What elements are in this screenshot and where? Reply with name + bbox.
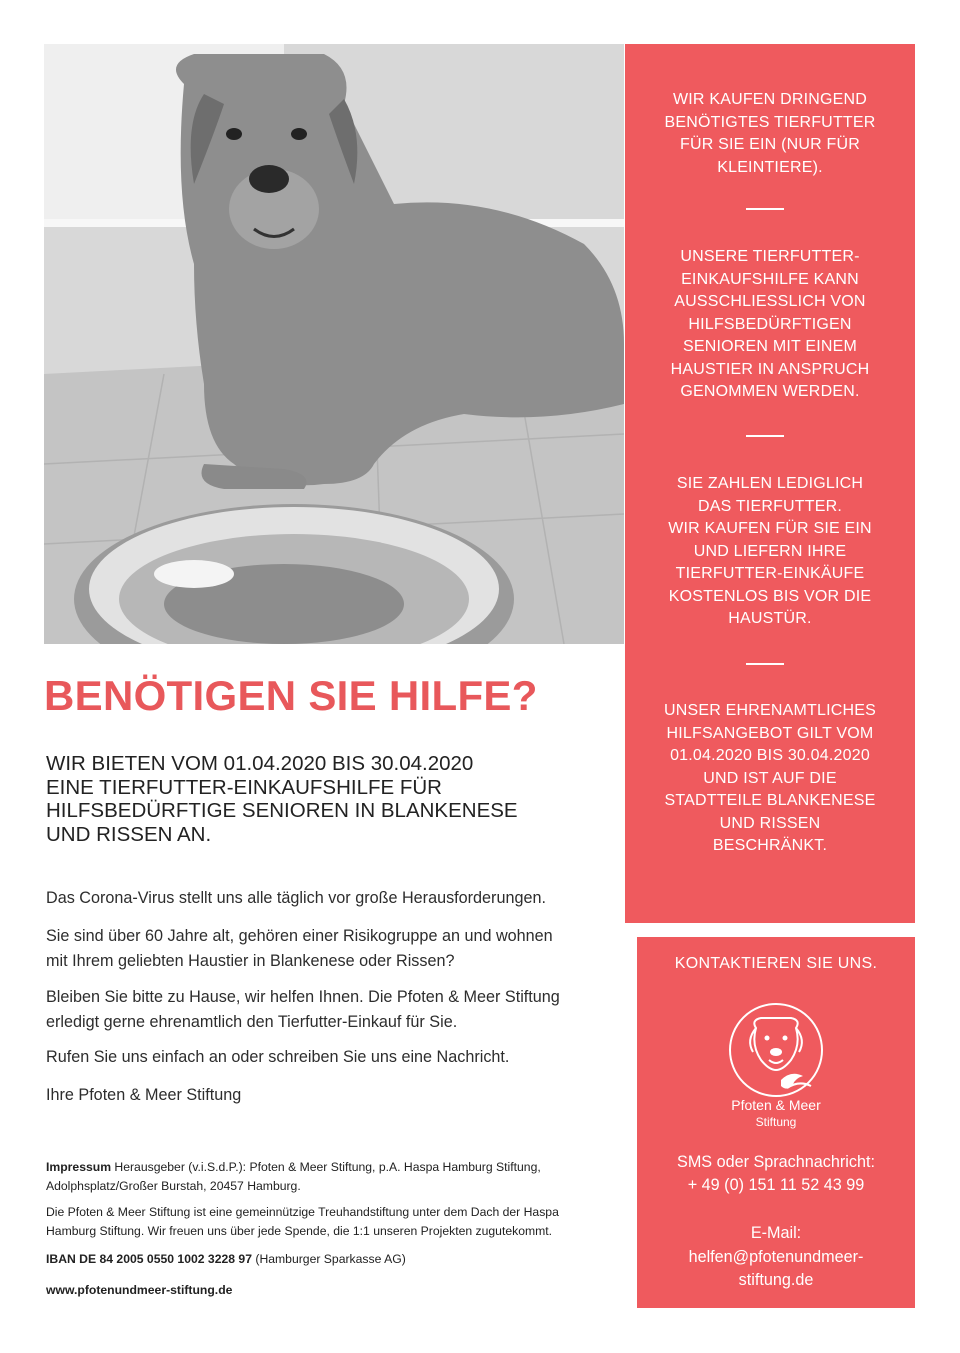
subheadline-line: EINE TIERFUTTER-EINKAUFSHILFE FÜR [46, 775, 442, 799]
info-block-4 [625, 700, 915, 858]
info-line: STADTTEILE BLANKENESE [664, 792, 876, 809]
info-line: TIERFUTTER-EINKÄUFE [675, 565, 865, 582]
paragraph [46, 924, 626, 974]
info-line: FÜR SIE EIN (NUR FÜR [680, 136, 860, 153]
info-line: SENIOREN MIT EINEM [683, 338, 857, 355]
impressum-text: Die Pfoten & Meer Stiftung ist eine gemeinnützige Treuhandstiftung unter dem Dach der Haspa [46, 1205, 559, 1219]
page-title: BENÖTIGEN SIE HILFE? [44, 672, 538, 719]
info-line: WIR KAUFEN FÜR SIE EIN [668, 520, 872, 537]
paragraph-line: erledigt gerne ehrenamtlich den Tierfutter-Einkauf für Sie. [46, 1013, 458, 1031]
paragraph: Das Corona-Virus stellt uns alle täglich vor große Herausforderungen. [46, 889, 546, 907]
info-block-2 [625, 246, 915, 404]
subheadline-line: UND RISSEN AN. [46, 822, 212, 846]
paw-logo-icon [721, 1000, 831, 1100]
website-line [46, 1281, 606, 1300]
subheadline-line: HILFSBEDÜRFTIGE SENIOREN IN BLANKENESE [46, 799, 518, 822]
paragraph: Rufen Sie uns einfach an oder schreiben Sie uns eine Nachricht. [46, 1048, 510, 1066]
bank-name: (Hamburger Sparkasse AG) [252, 1252, 406, 1266]
info-line: UND IST AUF DIE [703, 769, 837, 787]
iban: IBAN DE 84 2005 0550 1002 3228 97 [46, 1252, 252, 1266]
info-line: AUSSCHLIESSLICH VON [674, 293, 866, 310]
info-line: HAUSTIER IN ANSPRUCH [670, 360, 870, 378]
info-line: UND RISSEN [719, 814, 821, 832]
logo-subtitle: Stiftung [755, 1115, 797, 1129]
paragraph-line: Bleiben Sie bitte zu Hause, wir helfen Ihnen. Die Pfoten & Meer Stiftung [46, 988, 560, 1006]
info-line: KOSTENLOS BIS VOR DIE [668, 587, 872, 605]
impressum-text: Herausgeber (v.i.S.d.P.): Pfoten & Meer Stiftung, p.A. Haspa Hamburg Stiftung, [111, 1160, 541, 1174]
info-line: BESCHRÄNKT. [712, 837, 828, 854]
sms-label: SMS oder Sprachnachricht: [677, 1153, 875, 1171]
dog-illustration [44, 44, 624, 644]
subheadline-line: WIR BIETEN VOM 01.04.2020 BIS 30.04.2020 [46, 752, 474, 775]
impressum-text: Adolphsplatz/Großer Burstah, 20457 Hamburg. [46, 1179, 301, 1193]
info-line: UND LIEFERN IHRE [693, 542, 847, 560]
paragraph-line: Sie sind über 60 Jahre alt, gehören einer Risikogruppe an und wohnen [46, 927, 553, 945]
website-link[interactable]: www.pfotenundmeer-stiftung.de [46, 1283, 233, 1297]
email-label: E-Mail: [750, 1224, 802, 1242]
subheadline [46, 752, 616, 846]
phone-number[interactable]: + 49 (0) 151 11 52 43 99 [687, 1176, 865, 1194]
contact-title: KONTAKTIEREN SIE UNS. [674, 955, 878, 972]
divider [746, 435, 784, 437]
logo-name: Pfoten & Meer [731, 1097, 821, 1113]
info-line: HILFSANGEBOT GILT VOM [666, 724, 874, 742]
paragraph [46, 985, 626, 1035]
paragraph-line: mit Ihrem geliebten Haustier in Blankenese oder Rissen? [46, 952, 455, 970]
info-line: UNSERE TIERFUTTER- [680, 248, 860, 265]
info-line: GENOMMEN WERDEN. [680, 383, 860, 400]
info-line: DAS TIERFUTTER. [697, 497, 843, 515]
divider [746, 663, 784, 665]
dog-photo [44, 44, 624, 644]
email-address[interactable]: helfen@pfotenundmeer- [688, 1248, 864, 1266]
info-line: UNSER EHRENAMTLICHES [663, 702, 877, 719]
iban-line [46, 1250, 606, 1269]
info-line: HAUSTÜR. [728, 610, 812, 627]
info-line: EINKAUFSHILFE KANN [681, 270, 859, 288]
logo-text [637, 1097, 915, 1131]
info-line: KLEINTIERE). [717, 158, 823, 176]
impressum [46, 1158, 606, 1196]
email-address[interactable]: stiftung.de [738, 1271, 814, 1289]
impressum-text: Hamburg Stiftung. Wir freuen uns über jede Spende, die 1:1 unseren Projekten zugutekommt. [46, 1224, 553, 1238]
info-panel [625, 44, 915, 923]
divider [746, 208, 784, 210]
info-block-3 [625, 473, 915, 631]
info-block-1 [625, 89, 915, 179]
info-line: BENÖTIGTES TIERFUTTER [664, 113, 876, 131]
info-line: HILFSBEDÜRFTIGEN [688, 315, 852, 333]
signature: Ihre Pfoten & Meer Stiftung [46, 1086, 242, 1104]
info-line: SIE ZAHLEN LEDIGLICH [676, 475, 864, 492]
info-line: 01.04.2020 BIS 30.04.2020 [670, 747, 870, 764]
impressum-label: Impressum [46, 1160, 112, 1174]
contact-panel [637, 937, 915, 1308]
foundation-note [46, 1203, 606, 1241]
info-line: WIR KAUFEN DRINGEND [672, 91, 868, 108]
